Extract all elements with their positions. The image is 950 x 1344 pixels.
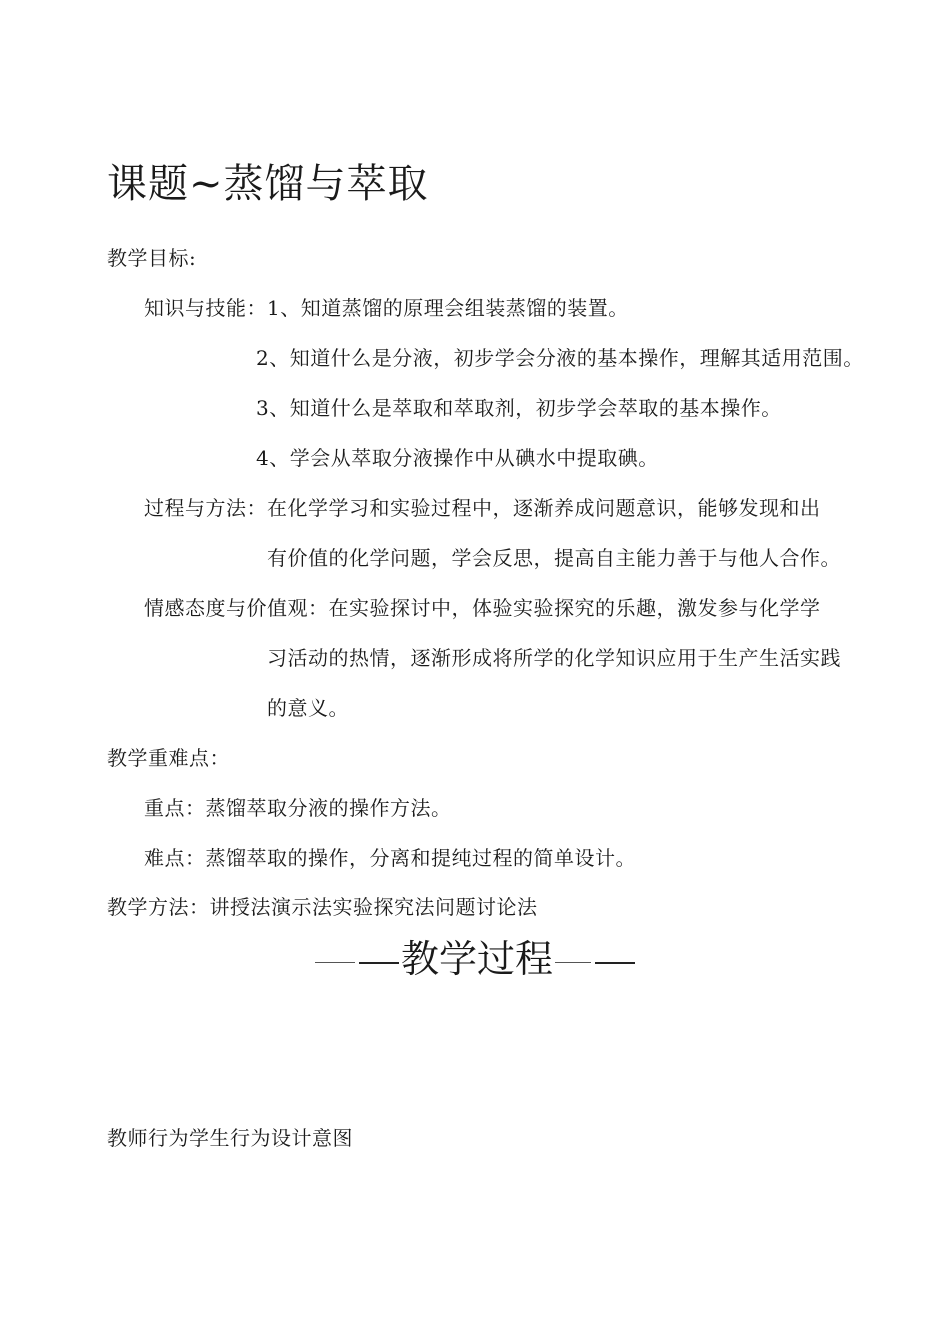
knowledge-line-2: 2、知道什么是分液，初步学会分液的基本操作，理解其适用范围。: [256, 346, 864, 370]
heading-dash-left: [359, 962, 399, 964]
heading-dash-left-thin: [315, 962, 355, 963]
process-heading-text: 教学过程: [400, 937, 553, 981]
knowledge-line-3: 3、知道什么是萃取和萃取剂，初步学会萃取的基本操作。: [256, 396, 782, 420]
table-header: 教师行为学生行为设计意图: [107, 1126, 353, 1150]
process-heading: [0, 934, 950, 984]
attitude-line-3: 的意义。: [267, 696, 349, 720]
heading-dash-right-thin: [555, 962, 591, 963]
knowledge-line-1: 知识与技能：1、知道蒸馏的原理会组装蒸馏的装置。: [144, 296, 629, 320]
attitude-line-1: 情感态度与价值观：在实验探讨中，体验实验探究的乐趣，激发参与化学学: [144, 596, 821, 620]
key-point: 重点：蒸馏萃取分液的操作方法。: [144, 796, 452, 820]
teaching-method: 教学方法：讲授法演示法实验探究法问题讨论法: [107, 895, 538, 919]
heading-dash-right: [595, 962, 635, 964]
key-points-label: 教学重难点：: [107, 746, 230, 770]
objectives-label: 教学目标:: [107, 246, 197, 270]
process-method-line-1: 过程与方法：在化学学习和实验过程中，逐渐养成问题意识，能够发现和出: [144, 496, 821, 520]
knowledge-line-4: 4、学会从萃取分液操作中从碘水中提取碘。: [256, 446, 659, 470]
process-method-line-2: 有价值的化学问题，学会反思，提高自主能力善于与他人合作。: [267, 546, 841, 570]
attitude-line-2: 习活动的热情，逐渐形成将所学的化学知识应用于生产生活实践: [267, 646, 841, 670]
document-title: 课题~蒸馏与萃取: [107, 161, 429, 207]
difficult-point: 难点：蒸馏萃取的操作，分离和提纯过程的简单设计。: [144, 846, 636, 870]
